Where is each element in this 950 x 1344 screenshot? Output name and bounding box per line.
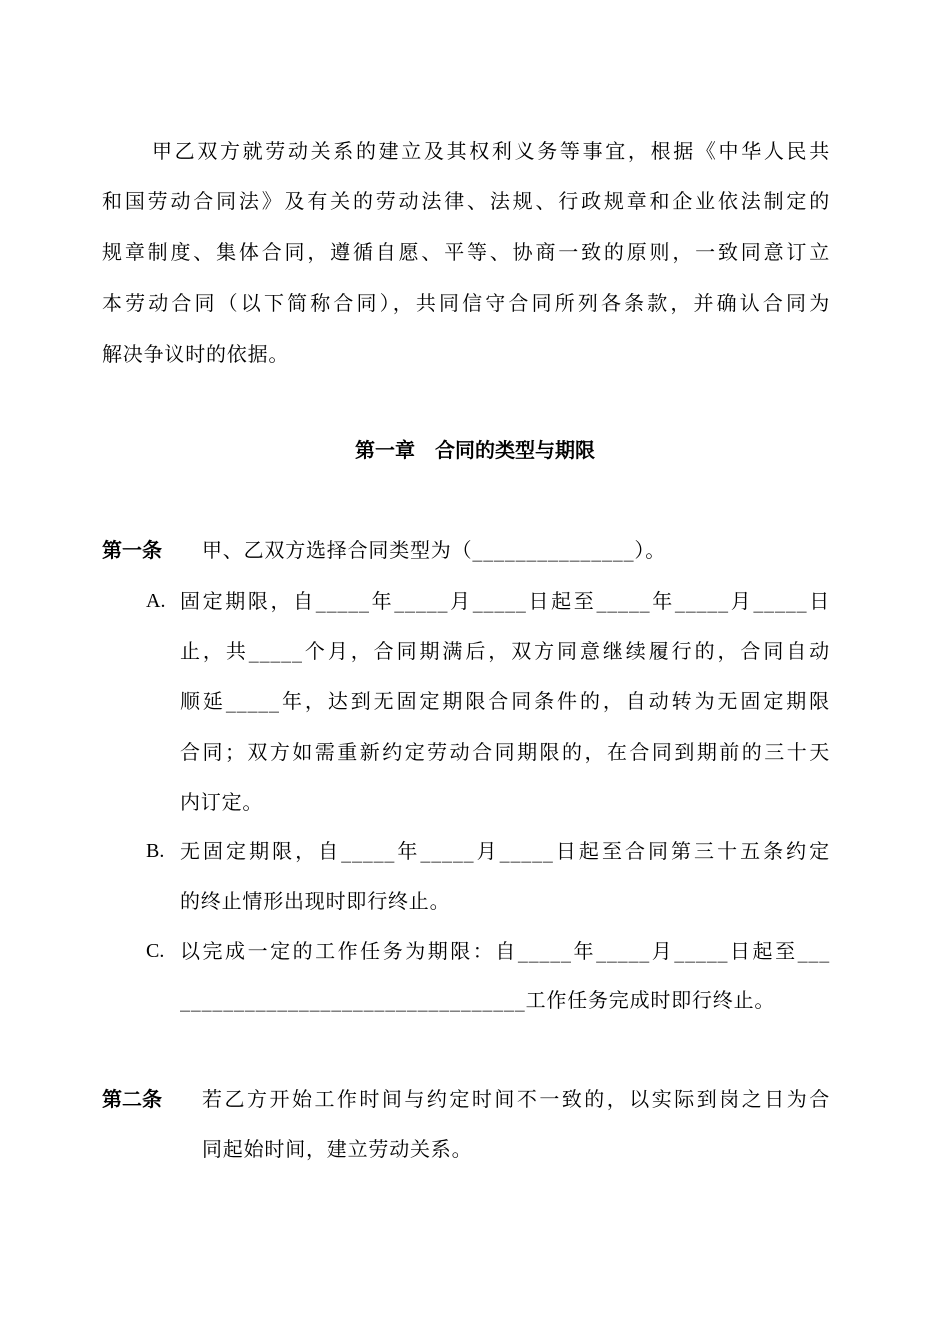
article-2-line-2: 同起始时间，建立劳动关系。 — [202, 1137, 473, 1161]
item-b-line-1: 无固定期限，自_____年_____月_____日起至合同第三十五条约定 — [180, 839, 830, 863]
item-b-label: B. — [146, 840, 165, 862]
article-1-text: 甲、乙双方选择合同类型为（_______________）。 — [202, 538, 666, 562]
intro-line-5: 解决争议时的依据。 — [102, 342, 290, 366]
item-a-line-4: 合同；双方如需重新约定劳动合同期限的，在合同到期前的三十天 — [180, 740, 830, 764]
article-2-line-1: 若乙方开始工作时间与约定时间不一致的，以实际到岗之日为合 — [202, 1087, 830, 1111]
chapter-title: 第一章 合同的类型与期限 — [355, 438, 595, 462]
item-a-line-5: 内订定。 — [180, 790, 264, 814]
item-b-line-2: 的终止情形出现时即行终止。 — [180, 889, 451, 913]
item-c-line-1: 以完成一定的工作任务为期限：自_____年_____月_____日起至___ — [180, 939, 830, 963]
item-c-label: C. — [146, 940, 165, 962]
article-2-label: 第二条 — [102, 1087, 162, 1111]
intro-line-2: 和国劳动合同法》及有关的劳动法律、法规、行政规章和企业依法制定的 — [102, 189, 830, 213]
item-a-label: A. — [146, 590, 166, 612]
intro-line-3: 规章制度、集体合同，遵循自愿、平等、协商一致的原则，一致同意订立 — [102, 240, 830, 264]
intro-line-1: 甲乙双方就劳动关系的建立及其权利义务等事宜，根据《中华人民共 — [152, 139, 830, 163]
item-a-line-2: 止，共_____个月，合同期满后，双方同意继续履行的，合同自动 — [180, 639, 830, 663]
item-a-line-3: 顺延_____年，达到无固定期限合同条件的，自动转为无固定期限 — [180, 689, 830, 713]
item-a-line-1: 固定期限，自_____年_____月_____日起至_____年_____月_____日 — [180, 589, 830, 613]
item-c-line-2: ________________________________工作任务完成时即行终止。 — [180, 988, 776, 1012]
article-1-label: 第一条 — [102, 538, 162, 562]
intro-line-4: 本劳动合同（以下简称合同），共同信守合同所列各条款，并确认合同为 — [102, 291, 830, 315]
